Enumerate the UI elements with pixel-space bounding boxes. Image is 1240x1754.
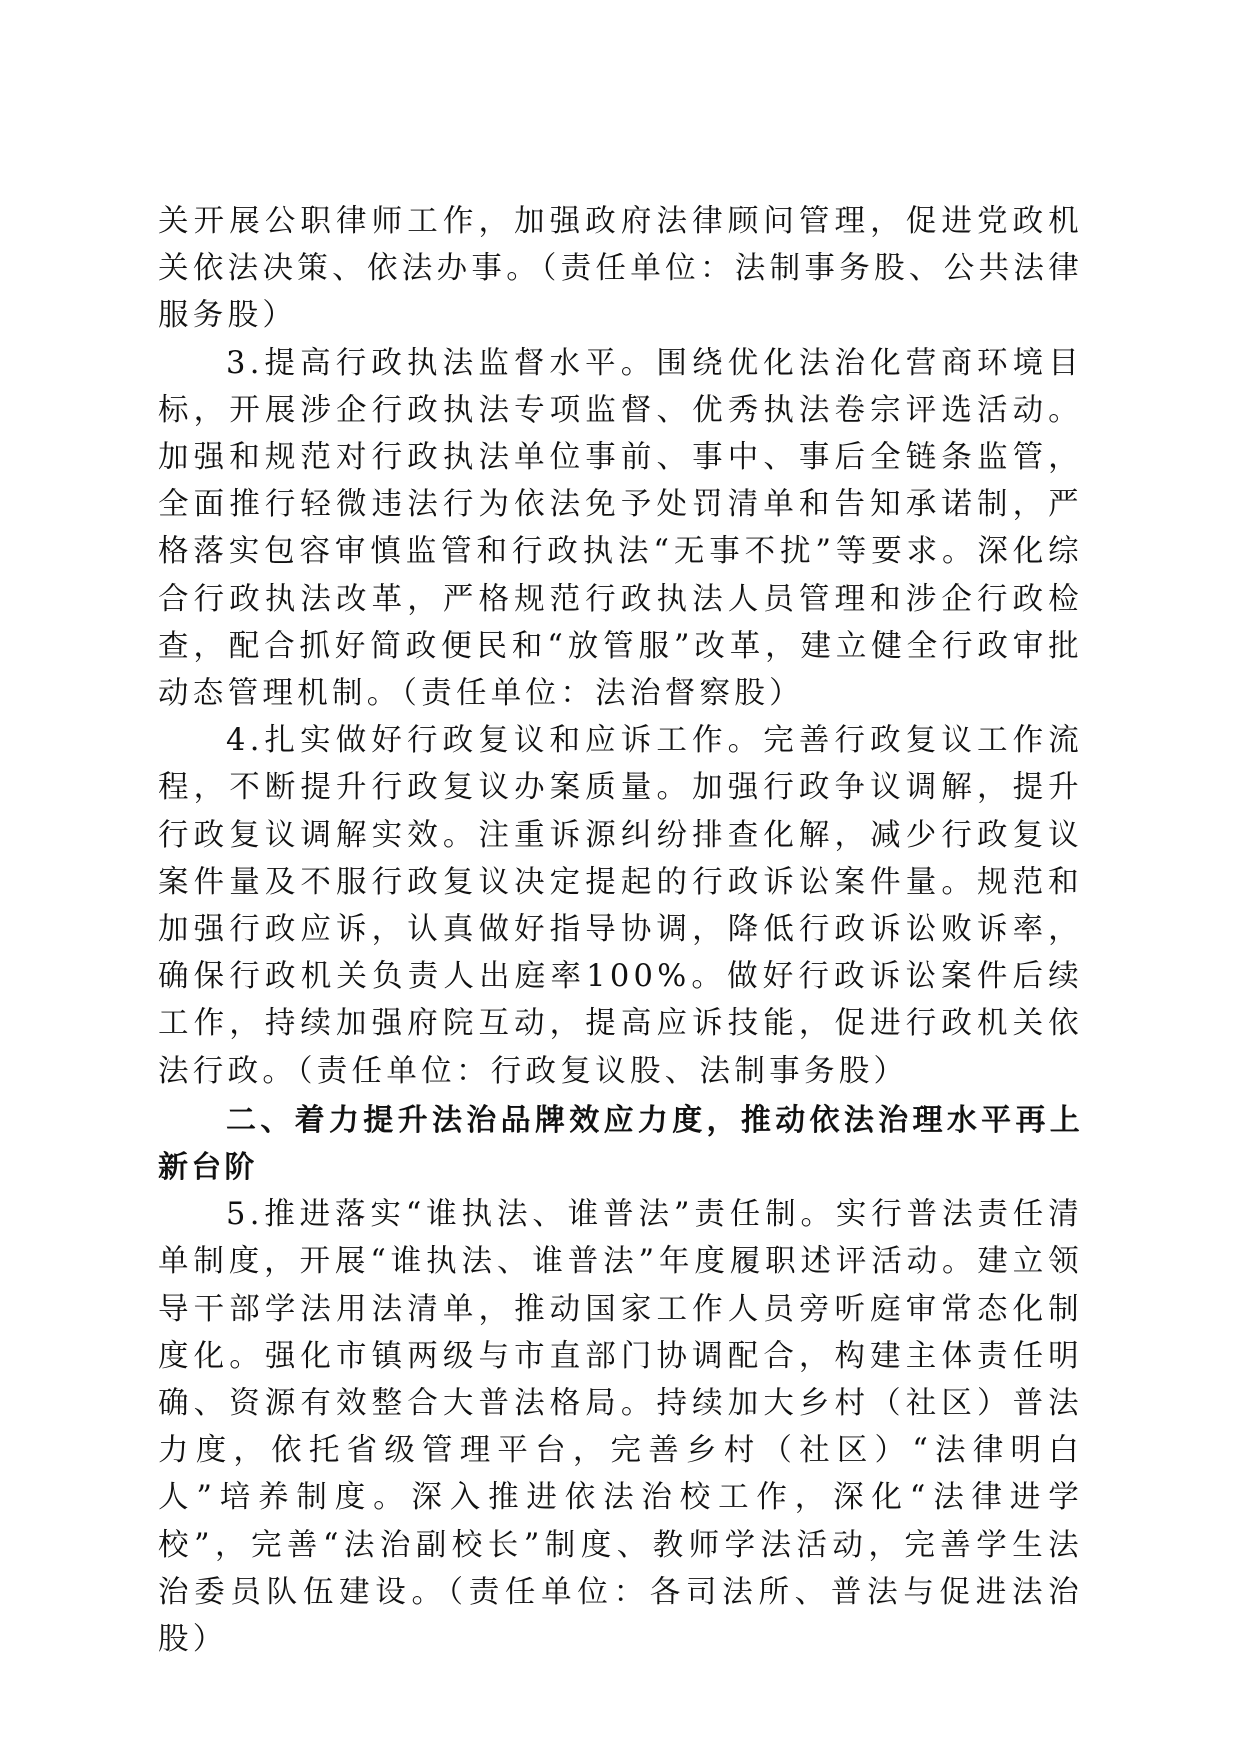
paragraph-continued-duties: 关开展公职律师工作，加强政府法律顾问管理，促进党政机关依法决策、依法办事。（责任单位：法制事务股、公共法律服务股）	[158, 204, 1083, 334]
document-body	[158, 198, 1083, 1663]
paragraph-item-3-enforcement-supervision: 3.提高行政执法监督水平。围绕优化法治化营商环境目标，开展涉企行政执法专项监督、优秀执法卷宗评选活动。加强和规范对行政执法单位事前、事中、事后全链条监管，全面推行轻微违法行为依法免予处罚清单和告知承诺制，严格落实包容审慎监管和行政执法“无事不扰”等要求。深化综合行政执法改革，严格规范行政执法人员管理和涉企行政检查，配合抓好简政便民和“放管服”改革，建立健全行政审批动态管理机制。（责任单位：法治督察股）	[158, 345, 1083, 712]
paragraph-item-4-administrative-review: 4.扎实做好行政复议和应诉工作。完善行政复议工作流程，不断提升行政复议办案质量。加强行政争议调解，提升行政复议调解实效。注重诉源纠纷排查化解，减少行政复议案件量及不服行政复议决定提起的行政诉讼案件量。规范和加强行政应诉，认真做好指导协调，降低行政诉讼败诉率，确保行政机关负责人出庭率100%。做好行政诉讼案件后续工作，持续加强府院互动，提高应诉技能，促进行政机关依法行政。（责任单位：行政复议股、法制事务股）	[158, 723, 1083, 1089]
paragraph-item-5-legal-publicity: 5.推进落实“谁执法、谁普法”责任制。实行普法责任清单制度，开展“谁执法、谁普法”年度履职述评活动。建立领导干部学法用法清单，推动国家工作人员旁听庭审常态化制度化。强化市镇两级与市直部门协调配合，构建主体责任明确、资源有效整合大普法格局。持续加大乡村（社区）普法力度，依托省级管理平台，完善乡村（社区）“法律明白人”培养制度。深入推进依法治校工作，深化“法律进学校”，完善“法治副校长”制度、教师学法活动，完善学生法治委员队伍建设。（责任单位：各司法所、普法与促进法治股）	[158, 1197, 1083, 1658]
section-heading-2: 二、着力提升法治品牌效应力度，推动依法治理水平再上新台阶	[158, 1102, 1083, 1186]
